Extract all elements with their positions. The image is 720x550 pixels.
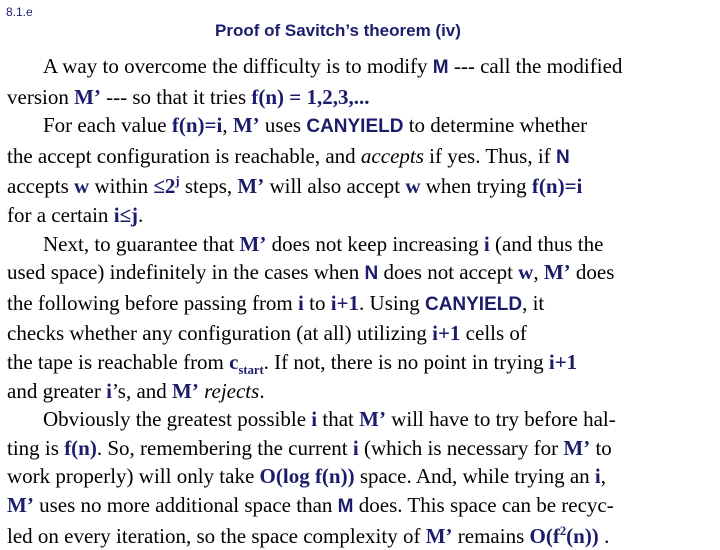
text-run: --- call the modified	[449, 54, 623, 78]
term-machine-n: N	[364, 263, 378, 284]
term-i: i	[106, 379, 112, 403]
text-run: if yes. Thus, if	[424, 144, 556, 168]
text-run: accepts	[7, 174, 74, 198]
text-run: for a certain	[7, 203, 114, 227]
term-i-plus-1: i+1	[331, 291, 359, 315]
term-machine-m-prime: M’	[7, 493, 34, 517]
term-machine-m-prime: M’	[172, 379, 199, 403]
text-run: to	[304, 291, 331, 315]
text-run: that	[317, 407, 359, 431]
text-line	[7, 172, 713, 201]
text-run: led on every iteration, so the space complexity of	[7, 524, 426, 548]
slide-body	[7, 52, 713, 550]
term-w: w	[518, 260, 533, 284]
term-i: i	[311, 407, 317, 431]
text-run: space. And, while trying an	[355, 464, 595, 488]
term-i: i	[353, 436, 359, 460]
text-run: ting is	[7, 436, 64, 460]
text-line	[7, 319, 713, 348]
text-run: uses	[260, 113, 307, 137]
text-run: c	[229, 350, 238, 374]
term-le-2-power-j	[153, 174, 179, 198]
term-i-plus-1: i+1	[432, 321, 460, 345]
term-w: w	[74, 174, 89, 198]
text-run: will have to try before hal-	[386, 407, 616, 431]
text-run: ,	[222, 113, 233, 137]
term-i-plus-1: i+1	[549, 350, 577, 374]
text-line	[7, 142, 713, 173]
term-o-f-squared	[530, 524, 599, 548]
text-run: steps,	[180, 174, 238, 198]
text-run: to	[590, 436, 612, 460]
text-line	[7, 522, 713, 550]
text-run: and greater	[7, 379, 106, 403]
text-line	[7, 405, 713, 434]
term-w: w	[405, 174, 420, 198]
term-machine-m-prime: M’	[563, 436, 590, 460]
slide-number: 8.1.e	[6, 5, 33, 19]
text-run: will also accept	[264, 174, 405, 198]
text-run: . So, remembering the current	[97, 436, 353, 460]
text-run: .	[259, 379, 264, 403]
text-run: remains	[453, 524, 530, 548]
superscript-j: j	[175, 174, 179, 188]
text-run: . If not, there is no point in trying	[264, 350, 549, 374]
text-run: O(f	[530, 524, 560, 548]
text-line	[7, 258, 713, 289]
text-run: when trying	[421, 174, 532, 198]
text-run: ’s, and	[112, 379, 172, 403]
text-run: does not accept	[378, 260, 518, 284]
text-run: the accept configuration is reachable, and	[7, 144, 361, 168]
text-line	[7, 83, 713, 112]
term-i: i	[484, 232, 490, 256]
term-machine-n: N	[556, 147, 570, 168]
text-line	[7, 52, 713, 83]
term-canyield: CANYIELD	[306, 116, 403, 137]
text-run: ≤2	[153, 174, 175, 198]
subscript-start: start	[238, 363, 263, 377]
text-run: ,	[601, 464, 606, 488]
text-run: does. This space can be recyc-	[354, 493, 614, 517]
term-o-log-fn: O(log f(n))	[260, 464, 355, 488]
term-accepts: accepts	[361, 144, 424, 168]
term-rejects: rejects	[204, 379, 259, 403]
text-run: (which is necessary for	[359, 436, 564, 460]
text-run: used space) indefinitely in the cases when	[7, 260, 364, 284]
term-fn-sequence: f(n) = 1,2,3,...	[251, 85, 369, 109]
term-fn: f(n)	[64, 436, 97, 460]
text-run: ,	[533, 260, 544, 284]
text-run: (n))	[566, 524, 599, 548]
text-run: within	[89, 174, 153, 198]
term-fn-eq-i: f(n)=i	[172, 113, 222, 137]
text-run: A way to overcome the difficulty is to modify	[43, 54, 433, 78]
slide-title: Proof of Savitch’s theorem (iv)	[215, 21, 461, 41]
text-line	[7, 230, 713, 259]
text-run: For each value	[43, 113, 172, 137]
term-machine-m-prime: M’	[237, 174, 264, 198]
text-run: --- so that it tries	[101, 85, 251, 109]
text-run: does	[571, 260, 615, 284]
text-run: uses no more additional space than	[34, 493, 338, 517]
text-run: .	[599, 524, 610, 548]
text-run: does not keep increasing	[266, 232, 484, 256]
text-run: work properly) will only take	[7, 464, 260, 488]
text-run: Obviously the greatest possible	[43, 407, 311, 431]
term-machine-m-prime: M’	[359, 407, 386, 431]
term-machine-m-prime: M’	[240, 232, 267, 256]
text-line	[7, 491, 713, 522]
text-run: to determine whether	[403, 113, 587, 137]
text-run: the following before passing from	[7, 291, 298, 315]
text-run: Next, to guarantee that	[43, 232, 240, 256]
text-run: the tape is reachable from	[7, 350, 229, 374]
text-run: , it	[522, 291, 544, 315]
term-canyield: CANYIELD	[425, 294, 522, 315]
term-fn-eq-i: f(n)=i	[532, 174, 582, 198]
term-machine-m-prime: M’	[74, 85, 101, 109]
text-run: checks whether any configuration (at all) utilizing	[7, 321, 432, 345]
term-machine-m: M	[338, 496, 354, 517]
text-line	[7, 201, 713, 230]
term-machine-m: M	[433, 57, 449, 78]
text-run: (and thus the	[490, 232, 604, 256]
text-line	[7, 348, 713, 377]
text-line	[7, 462, 713, 491]
term-machine-m-prime: M’	[544, 260, 571, 284]
text-run: . Using	[359, 291, 425, 315]
text-line	[7, 377, 713, 406]
term-machine-m-prime: M’	[426, 524, 453, 548]
term-machine-m-prime: M’	[233, 113, 260, 137]
text-line	[7, 434, 713, 463]
term-i-le-j: i≤j	[114, 203, 138, 227]
text-line	[7, 289, 713, 320]
text-line	[7, 111, 713, 142]
term-i: i	[298, 291, 304, 315]
term-i: i	[595, 464, 601, 488]
text-run: .	[138, 203, 143, 227]
term-c-start	[229, 350, 264, 374]
superscript-2: 2	[560, 524, 566, 538]
text-run: cells of	[460, 321, 526, 345]
text-run: version	[7, 85, 74, 109]
